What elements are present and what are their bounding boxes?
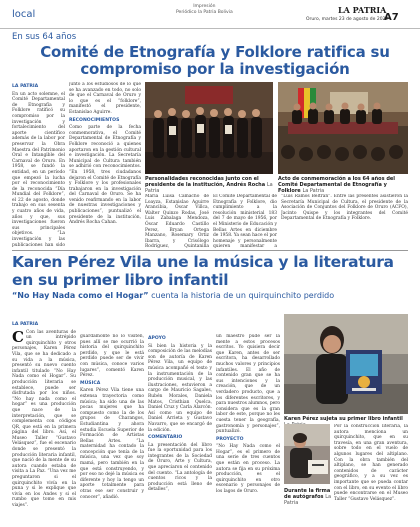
- newspaper-logo: LA PATRIA: [338, 5, 387, 15]
- story2-column-2: [80, 334, 144, 524]
- story2-dropcap: C: [12, 327, 24, 346]
- story2-caption-4-credit: La Patria: [284, 494, 332, 506]
- story2-deck: [12, 291, 412, 301]
- masthead-line-1: Impresión: [193, 4, 216, 9]
- story1-caption-1: [145, 176, 275, 194]
- story1-col1-text: En un acto solemne, el Comité Departamental de Etnografía y Folklore ratificó su compromiso por la investigación y fortalecimiento del aporte científico además de la labor por preservar la Obra Maestra del Patrimonio Oral e Intangible del Carnaval de Oruro. En 1958, se fundó la entidad, en un período que empezó la lucha por el reconocimiento de la reconocida “Día Mundial del Folklore”, el 22 de agosto, donde trabajo en sus sesenta y cuatro años de vida, años y que, sus investigaciones fueron sus principales objetivos. “La investigación y las publicaciones han sido: [12, 91, 65, 248]
- story1-col2b-text: Como parte de la fecha conmemorativa, el Comité Departamental de Etnografía y Folklore reconoció a quienes aportaron en la gestión cultural e investigación. La Secretaría Municipal de Cultura también se adhirió con reconocimientos. “En 1958, tres ciudadanos dejaron el Comité de Etnografía y Folklore y los profesionales trabajaron en la investigación del Carnaval de Oruro. Se ha venido reafirmando en la labor de nuestras investigaciones y publicaciones”, puntualizó el presidente de la institución, Andrés Rocha Cahan.: [69, 125, 141, 226]
- story1-column-1: [12, 82, 65, 248]
- story2-column-5: [334, 424, 408, 524]
- story2-col5-text: Por la construcción literaria, la autora menciona un quirquinchito, que en su travesía, en una gran aventura, sobre todo en el vuelo de algunos lugares del altiplano. Con la obra también del altiplano, se han generado contenidos de carácter geográfico, y a su vez es importante que se pueda contar con el libro, en su evento el libro puede encontrarse en el Museo Taller “Gustavo Velásquez”.: [334, 424, 408, 502]
- story2-caption-4: [284, 488, 332, 506]
- story2-column-4: [216, 334, 280, 524]
- story2-col2-text: guardamonte no lo visiten, pues allí se me ocurrió la historia del quirquinchito perdido, y que le está perdido puede ser de vivir con música, conoce varios lugares”, comentó Karen Pérez.: [80, 334, 144, 379]
- story1-col4-text: El Comité Departamental de Etnografía y Folklore, dio cumplimiento a la resolución ministerial 183 del 7 de mayo de 1956, por el Ministerio de Educación y Bellas Artes en diciembre de 1958. Ya sean hace el por homenaje y personalmente quieren manifestar a: [213, 194, 277, 248]
- story2-col3b-text: La presentación del libro fue la oportunidad para los integrantes de la Sociedad de Oruro, Arte y Cultura, que apreciaron el contenido del cuento. “La antología de cuentos ricos y la producción está lleno de detalles”,: [148, 442, 212, 493]
- story2-col3-text: Si bien la historia y la composición de las melodías son de autoría de Karen Pérez Vila, un equipo de música acompañó el texto y la instrumentación de la producción musical, y las ilustraciones, estuvieron a cargo de Mauricio Sagales, Rubén Morales, Daniela Matos, Cristhian Quelca, Daniel Cruz y Carla Alarcón. Así como un equipo de Daniel Arrieta y Gustavo Navarro, que se encargó de la edición.: [148, 343, 212, 433]
- story2-photo-autographs: [284, 424, 330, 484]
- story2-deck-rest: cuenta la historia de un quirquinchito perdido: [148, 291, 335, 300]
- story2-subhead-apoyo: APOYO: [148, 336, 166, 341]
- story1-caption-1-text: Personalidades reconocidas junto con el presidente de la institución, Andrés Rocha: [145, 176, 266, 188]
- story1-photo-ceremony: [278, 82, 408, 174]
- story1-photo-honorees: [145, 82, 273, 174]
- section-name: local: [12, 9, 36, 20]
- story2-col2b-text: Karen Pérez Vila tiene una extensa trayectoria como música; ha sido una de las pocas mujeres que ha compuesto como la de los grupos de Charangos, Estudiantina y ahora estudia Escuela Superior de Formación de Artistas Bellas Artes. “La maternidad ha contado la concepción que tenía de la música, una vez que soy mamá, pero también en la que está construyendo, y por eso no dejé la música es diferente y hoy la tengo un aporte totalmente para otras ese ser construir y conocer”, añadió.: [80, 388, 144, 500]
- page-header: [0, 0, 420, 29]
- story-divider: [12, 250, 408, 251]
- masthead-info: [176, 4, 233, 16]
- story2-column-3: [148, 334, 212, 524]
- story2-deck-quote: “No Hay Nada como el Hogar”: [12, 291, 149, 300]
- story2-byline: LA PATRIA: [12, 322, 39, 327]
- story1-col2-text: junto a los estudiosos de lo que se ha avanzado en todo, no solo de que el Carnaval de Oruro y lo que es el “folklore”, manifestó el presidente, Estanislao Aguirre.: [69, 82, 141, 115]
- story2-col4-text: un maestro pude ser la mente a estos procesos escritos. Yo quisiera decir que Karen, antes de ser escritora, ha desarrollado muchos valores y principios infantiles. El año de contenido gran que se ha sus intenciones y la creación, que de un verdadero producto, que a los diferentes escritores, y para nuestros alumnos, pero considera que es la gran labor de este, porque no les cuesta tener la geografía, gastronomía y personajes”, puntualizó.: [216, 334, 280, 435]
- story1-col3-text: María Luisa Camacho de Loayza, Estanislao Aguirre Arancibia, Óscar Villca, Walter Quinzo Rodas, José Luis Zabalaga Mendoza, Óscar Eduardo Castillo Perez, Bryan Ortega Manzano, Rosemary Ortiz Ibarra, y Crisólogo Rodríguez, Quintanilla: [145, 194, 209, 248]
- story1-byline: LA PATRIA: [12, 84, 39, 89]
- page-number: A7: [384, 12, 399, 23]
- story2-subhead-comentario: COMENTARIO: [148, 435, 183, 441]
- story1-subhead-reconocimientos: RECONOCIMIENTOS: [69, 117, 120, 123]
- story2-caption-3-text: Karen Pérez sujeta su primer libro infantil: [284, 416, 403, 422]
- story2-subhead-musica: MÚSICA: [80, 380, 101, 386]
- story1-headline: Comité de Etnografía y Folklore ratifica su compromiso por la investigación: [40, 43, 390, 78]
- story1-column-3: [145, 194, 209, 248]
- story2-photo-author-book: [284, 314, 408, 414]
- story2-col4b-text: “No Hay Nada como el Hogar”, es el primero de una serie de tres cuentos que están en proceso. La autora se fija en su próxima producción, es el quirquinchito en otro escenario y personajes de los lagos de Oruro.: [216, 444, 280, 495]
- story2-col1-text: Con las aventuras de un intrépido quirquinchito y otros personajes, Karen Pérez Vila, que se ha dedicado a su vida a la música, presentó su nuevo cuento infantil titulado “No Hay Nada como el Hogar”. Su producción literaria se establece, puede ser disfrutada por los niños. “No hay nada como el hogar” es una producción que nace de la interpretación, que se complementa con códigos QR, que está en la primera página del libro. Así, el Museo Taller “Gustavo Velásquez”, fue el escenario donde se presentó la producción literaria infantil, que nació de la mente de su autora cuando estaba de visita a La Paz. “Una vez me preguntaron si el quirquinchito vivía en la puna y si le explique que vivía en los Andes y si el rumbo que tomo en mis viajes”.: [12, 329, 76, 508]
- story1-column-5: [281, 194, 408, 248]
- story1-caption-1-credit: La Patria: [145, 182, 273, 194]
- story1-col5-text: “Luis Ramos Beltrán”. Entre las presentes asistieron la Secretaría Municipal de Cultura, el presidente de la Asociación de Conjuntos del Folklore de Oruro (ACFO), Jacinto Quispe y los integrantes del Comité Departamental de Etnografía y Folklore.: [281, 194, 408, 222]
- story2-subhead-proyecto: PROYECTO: [216, 436, 244, 442]
- story1-caption-2-credit: La Patria: [302, 188, 325, 194]
- issue-date: Oruro, martes 23 de agosto de 2022: [306, 17, 389, 22]
- story2-headline: Karen Pérez Vila une la música y la literatura en su primer libro infantil: [12, 253, 394, 289]
- story1-column-4: [213, 194, 277, 248]
- story1-caption-2: [278, 176, 410, 194]
- story1-caption-2-text: Acto de conmemoración a los 64 años del Comité Departamental de Etnografía y Folklore: [278, 176, 396, 194]
- story2-caption-4-text: Durante la firma de autógrafos: [284, 488, 331, 500]
- story2-column-1: [12, 320, 76, 524]
- story1-column-2: [69, 82, 141, 248]
- story1-kicker: En sus 64 años: [12, 32, 77, 42]
- masthead-line-2: Periódico la Patria Bolivia: [176, 10, 233, 15]
